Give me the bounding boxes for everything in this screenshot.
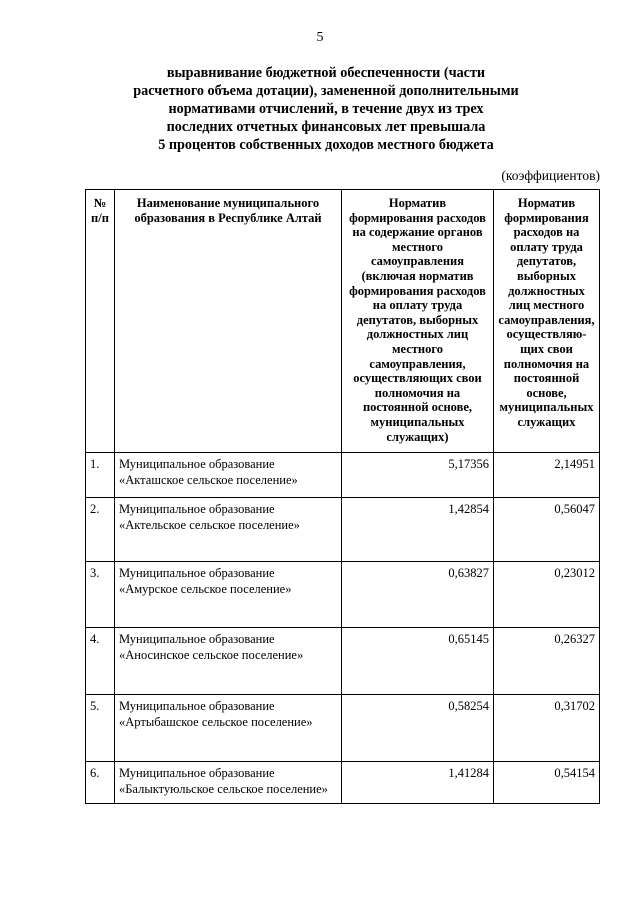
document-title — [120, 64, 532, 154]
name-line: «Амурское сельское поселение» — [119, 582, 292, 597]
title-line: расчетного объема дотации), замененной дополнительными — [133, 83, 519, 99]
title-line: выравнивание бюджетной обеспеченности (части — [166, 65, 486, 81]
row-number: 1. — [86, 453, 115, 498]
header-line: основе, — [526, 385, 567, 400]
municipality-name — [115, 498, 342, 562]
table-row — [86, 628, 600, 695]
header-line: служащих — [517, 414, 576, 429]
name-line: «Аносинское сельское поселение» — [119, 648, 304, 663]
header-line: постоянной — [513, 371, 580, 386]
header-line: на оплату труда — [372, 298, 463, 313]
norm-total-value: 0,65145 — [342, 628, 494, 695]
coefficients-table — [85, 189, 600, 804]
page-number: 5 — [316, 30, 324, 45]
row-number: 4. — [86, 628, 115, 695]
header-number — [86, 190, 115, 453]
table-row — [86, 562, 600, 628]
header-municipality-name — [115, 190, 342, 453]
table-header-row — [86, 190, 600, 453]
header-line: полномочия на — [374, 385, 461, 400]
header-line: осуществляю- — [506, 327, 587, 342]
name-line: «Актельское сельское поселение» — [119, 518, 300, 533]
header-line: Норматив — [517, 196, 576, 210]
header-line: полномочия на — [503, 356, 590, 371]
title-line: последних отчетных финансовых лет превышала — [166, 119, 486, 135]
table-row — [86, 453, 600, 498]
header-line: формирования — [504, 210, 589, 225]
norm-deputies-value: 0,23012 — [494, 562, 600, 628]
header-line: местного — [392, 239, 443, 254]
header-line: формирования расходов — [349, 283, 486, 298]
header-line: образования в Республике Алтай — [134, 210, 322, 225]
municipality-name — [115, 453, 342, 498]
header-line: самоуправления, — [498, 312, 595, 327]
name-line: Муниципальное образование — [119, 457, 275, 472]
norm-deputies-value: 2,14951 — [494, 453, 600, 498]
name-line: Муниципальное образование — [119, 632, 275, 647]
norm-total-value: 1,41284 — [342, 762, 494, 804]
norm-deputies-value: 0,31702 — [494, 695, 600, 762]
header-line: выборных — [516, 268, 576, 283]
header-norm-deputies — [494, 190, 600, 453]
name-line: Муниципальное образование — [119, 766, 275, 781]
row-number: 3. — [86, 562, 115, 628]
header-line: самоуправления, — [369, 356, 466, 371]
norm-deputies-value: 0,54154 — [494, 762, 600, 804]
header-line: депутатов, выборных — [356, 312, 479, 327]
header-line: № — [93, 196, 107, 210]
norm-total-value: 5,17356 — [342, 453, 494, 498]
header-line: должностных лиц — [366, 327, 469, 342]
name-line: Муниципальное образование — [119, 502, 275, 517]
header-line: щих свои — [520, 341, 573, 356]
norm-deputies-value: 0,56047 — [494, 498, 600, 562]
header-line: формирования расходов — [349, 210, 486, 225]
title-line: нормативами отчислений, в течение двух из трех — [168, 101, 484, 117]
header-norm-total — [342, 190, 494, 453]
header-line: муниципальных — [370, 414, 465, 429]
header-line: оплату труда — [510, 239, 583, 254]
municipality-name — [115, 562, 342, 628]
row-number: 2. — [86, 498, 115, 562]
header-line: расходов на — [513, 225, 580, 240]
municipality-name — [115, 628, 342, 695]
header-line: Наименование муниципального — [136, 196, 320, 210]
row-number: 6. — [86, 762, 115, 804]
header-line: Норматив — [388, 196, 447, 210]
header-line: муниципальных — [499, 400, 594, 415]
header-line: постоянной основе, — [362, 400, 473, 415]
header-line: самоуправления — [370, 254, 465, 269]
header-line: местного — [392, 341, 443, 356]
header-line: на содержание органов — [352, 225, 483, 240]
header-line: осуществляющих свои — [353, 371, 482, 386]
name-line: Муниципальное образование — [119, 699, 275, 714]
header-line: (включая норматив — [361, 268, 474, 283]
name-line: «Акташское сельское поселение» — [119, 473, 298, 488]
norm-total-value: 0,58254 — [342, 695, 494, 762]
norm-total-value: 0,63827 — [342, 562, 494, 628]
header-line: служащих) — [386, 429, 449, 444]
title-line: 5 процентов собственных доходов местного бюджета — [158, 137, 494, 153]
units-note: (коэффициентов) — [501, 168, 600, 183]
name-line: Муниципальное образование — [119, 566, 275, 581]
row-number: 5. — [86, 695, 115, 762]
header-line: п/п — [91, 210, 109, 225]
norm-total-value: 1,42854 — [342, 498, 494, 562]
header-line: должностных — [508, 283, 585, 298]
header-line: депутатов, — [516, 254, 577, 269]
table-row — [86, 695, 600, 762]
name-line: «Балыктуюльское сельское поселение» — [119, 782, 328, 797]
norm-deputies-value: 0,26327 — [494, 628, 600, 695]
table-row — [86, 498, 600, 562]
municipality-name — [115, 762, 342, 804]
table-row — [86, 762, 600, 804]
municipality-name — [115, 695, 342, 762]
header-line: лиц местного — [508, 298, 585, 313]
name-line: «Артыбашское сельское поселение» — [119, 715, 313, 730]
